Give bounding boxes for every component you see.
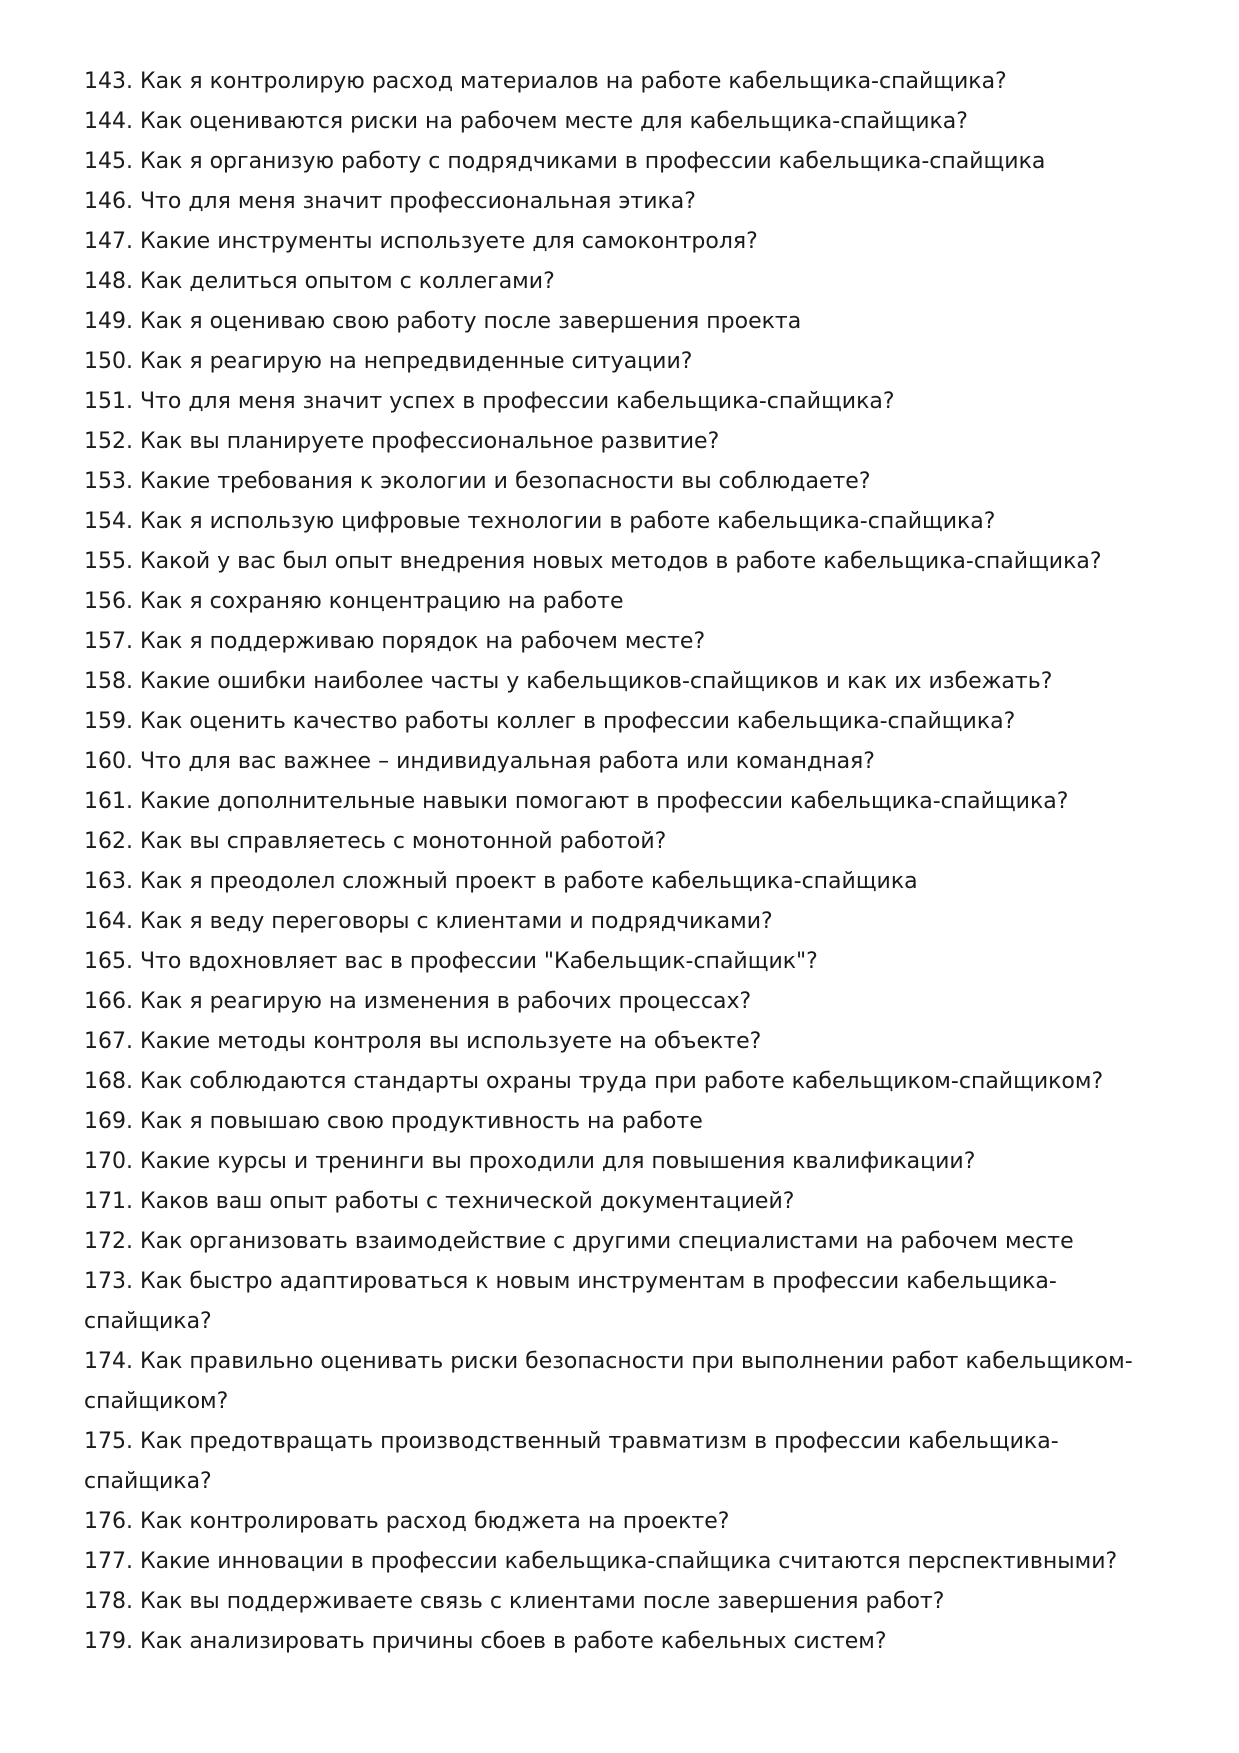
list-item: 161. Какие дополнительные навыки помогают в профессии кабельщика-спайщика? xyxy=(84,789,1069,814)
list-item: 170. Какие курсы и тренинги вы проходили для повышения квалификации? xyxy=(84,1149,976,1174)
question-list xyxy=(84,62,1144,1662)
list-item: 154. Как я использую цифровые технологии в работе кабельщика-спайщика? xyxy=(84,509,996,534)
list-item: 164. Как я веду переговоры с клиентами и подрядчиками? xyxy=(84,909,773,934)
list-item: 158. Какие ошибки наиболее часты у кабельщиков-спайщиков и как их избежать? xyxy=(84,669,1053,694)
list-item: 173. Как быстро адаптироваться к новым инструментам в профессии кабельщика-спайщика? xyxy=(84,1269,1057,1334)
list-item: 145. Как я организую работу с подрядчиками в профессии кабельщика-спайщика xyxy=(84,149,1046,174)
list-item: 165. Что вдохновляет вас в профессии "Кабельщик-спайщик"? xyxy=(84,949,818,974)
list-item: 153. Какие требования к экологии и безопасности вы соблюдаете? xyxy=(84,469,871,494)
list-item: 163. Как я преодолел сложный проект в работе кабельщика-спайщика xyxy=(84,869,918,894)
list-item: 160. Что для вас важнее – индивидуальная работа или командная? xyxy=(84,749,875,774)
list-item: 149. Как я оцениваю свою работу после завершения проекта xyxy=(84,309,802,334)
list-item: 146. Что для меня значит профессиональная этика? xyxy=(84,189,696,214)
list-item: 169. Как я повышаю свою продуктивность на работе xyxy=(84,1109,703,1134)
list-item: 151. Что для меня значит успех в профессии кабельщика-спайщика? xyxy=(84,389,895,414)
list-item: 176. Как контролировать расход бюджета на проекте? xyxy=(84,1509,730,1534)
list-item: 162. Как вы справляетесь с монотонной работой? xyxy=(84,829,667,854)
list-item: 159. Как оценить качество работы коллег в профессии кабельщика-спайщика? xyxy=(84,709,1016,734)
list-item: 171. Каков ваш опыт работы с технической документацией? xyxy=(84,1189,795,1214)
list-item: 175. Как предотвращать производственный травматизм в профессии кабельщика-спайщика? xyxy=(84,1429,1059,1494)
list-item: 179. Как анализировать причины сбоев в работе кабельных систем? xyxy=(84,1629,887,1654)
list-item: 174. Как правильно оценивать риски безопасности при выполнении работ кабельщиком-спайщиком? xyxy=(84,1349,1133,1414)
list-item: 152. Как вы планируете профессиональное развитие? xyxy=(84,429,720,454)
list-item: 156. Как я сохраняю концентрацию на работе xyxy=(84,589,624,614)
list-item: 177. Какие инновации в профессии кабельщика-спайщика считаются перспективными? xyxy=(84,1549,1118,1574)
list-item: 147. Какие инструменты используете для самоконтроля? xyxy=(84,229,758,254)
list-item: 150. Как я реагирую на непредвиденные ситуации? xyxy=(84,349,693,374)
list-item: 167. Какие методы контроля вы используете на объекте? xyxy=(84,1029,762,1054)
list-item: 168. Как соблюдаются стандарты охраны труда при работе кабельщиком-спайщиком? xyxy=(84,1069,1104,1094)
list-item: 155. Какой у вас был опыт внедрения новых методов в работе кабельщика-спайщика? xyxy=(84,549,1102,574)
list-item: 148. Как делиться опытом с коллегами? xyxy=(84,269,555,294)
list-item: 144. Как оцениваются риски на рабочем месте для кабельщика-спайщика? xyxy=(84,109,968,134)
list-item: 157. Как я поддерживаю порядок на рабочем месте? xyxy=(84,629,706,654)
list-item: 143. Как я контролирую расход материалов на работе кабельщика-спайщика? xyxy=(84,69,1007,94)
list-item: 172. Как организовать взаимодействие с другими специалистами на рабочем месте xyxy=(84,1229,1074,1254)
list-item: 178. Как вы поддерживаете связь с клиентами после завершения работ? xyxy=(84,1589,945,1614)
list-item: 166. Как я реагирую на изменения в рабочих процессах? xyxy=(84,989,752,1014)
